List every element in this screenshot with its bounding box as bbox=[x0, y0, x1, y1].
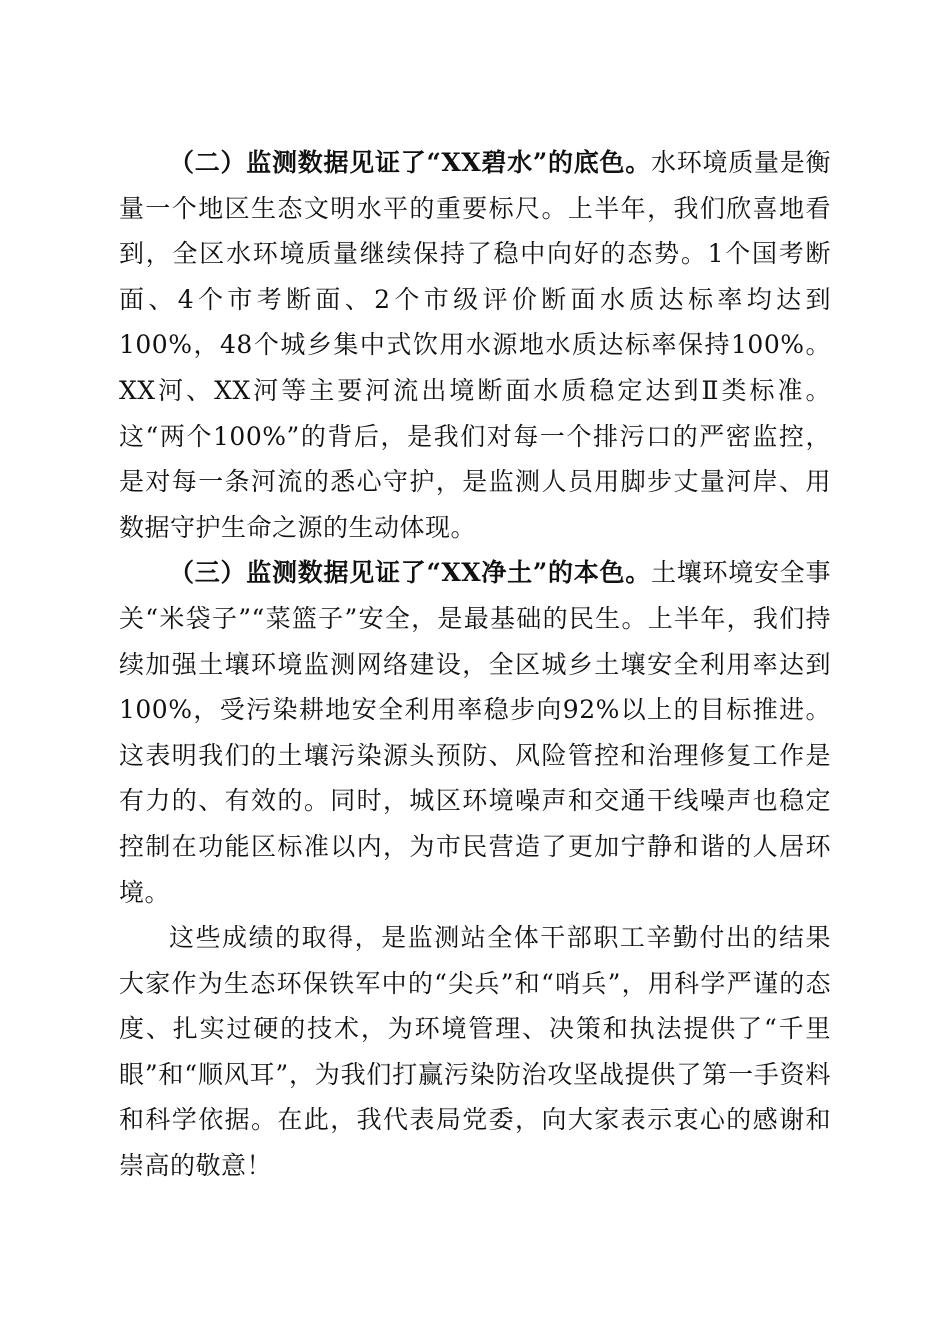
paragraph-soil-quality bbox=[119, 550, 831, 915]
paragraph-heading: （二）监测数据见证了“XX碧水”的底色。 bbox=[169, 148, 651, 177]
paragraph-acknowledgement bbox=[119, 915, 831, 1189]
paragraph-heading: （三）监测数据见证了“XX净土”的本色。 bbox=[169, 558, 651, 588]
document-body bbox=[119, 140, 831, 1189]
paragraph-text: 土壤环境安全事关“米袋子”“菜篮子”安全，是最基础的民生。上半年，我们持续加强土壤环境监测网络建设，全区城乡土壤安全利用率达到100%，受污染耕地安全利用率稳步向92%以上的目标推进。这表明我们的土壤污染源头预防、风险管控和治理修复工作是有力的、有效的。同时，城区环境噪声和交通干线噪声也稳定控制在功能区标准以内，为市民营造了更加宁静和谐的人居环境。 bbox=[119, 558, 831, 907]
paragraph-text: 水环境质量是衡量一个地区生态文明水平的重要标尺。上半年，我们欣喜地看到，全区水环境质量继续保持了稳中向好的态势。1个国考断面、4个市考断面、2个市级评价断面水质达标率均达到100%，48个城乡集中式饮用水源地水质达标率保持100%。XX河、XX河等主要河流出境断面水质稳定达到Ⅱ类标准。这“两个100%”的背后，是我们对每一个排污口的严密监控，是对每一条河流的悉心守护，是监测人员用脚步丈量河岸、用数据守护生命之源的生动体现。 bbox=[119, 148, 831, 542]
paragraph-water-quality bbox=[119, 140, 831, 550]
paragraph-text: 这些成绩的取得，是监测站全体干部职工辛勤付出的结果大家作为生态环保铁军中的“尖兵”和“哨兵”，用科学严谨的态度、扎实过硬的技术，为环境管理、决策和执法提供了“千里眼”和“顺风耳”，为我们打赢污染防治攻坚战提供了第一手资料和科学依据。在此，我代表局党委，向大家表示衷心的感谢和崇高的敬意！ bbox=[119, 923, 831, 1181]
